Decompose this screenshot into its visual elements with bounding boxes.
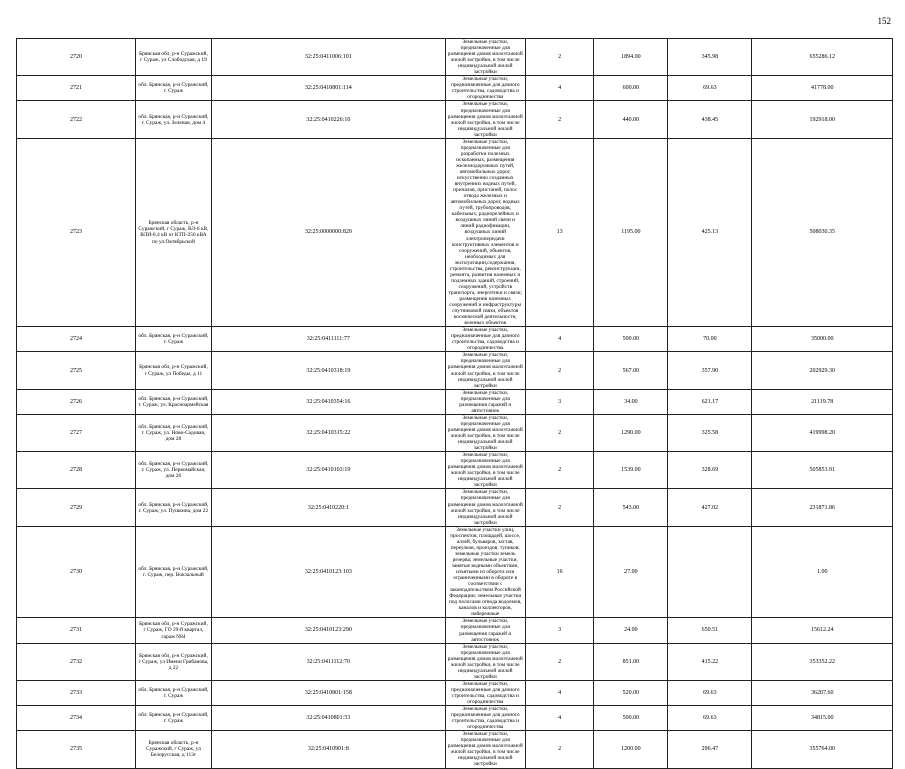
land-use-cell: Земельные участки, предназначенные для размещения домов малоэтажной жилой застройки, в том числе индивидуальной жилой застройки xyxy=(445,101,525,138)
area-cell: 1894.00 xyxy=(594,39,668,76)
land-use-cell: Земельные участки, предназначенные для размещения домов малоэтажной жилой застройки, в том числе индивидуальной жилой застройки xyxy=(445,489,525,526)
cadastral-value-cell: 508030.35 xyxy=(752,138,893,326)
address-cell: обл. Брянская, р-н Суражский, г. Сураж, ул. Пушкина, дом 22 xyxy=(135,489,211,526)
group-cell: 13 xyxy=(525,138,594,326)
area-cell: 1200.00 xyxy=(594,731,668,768)
rate-cell: 325.58 xyxy=(668,414,752,451)
land-use-cell: Земельные участки улиц, проспектов, площадей, шоссе, аллей, бульваров, застав, переулков, проездов, тупиков; земельные участки земель резерва; земельные участки, занятые водными объектами, изъятыми из оборота или ограниченными в обороте в соответствии с законодательством Российской Федерации; земельные участки под полосами отвода водоемов, каналов и коллекторов, набережные xyxy=(445,526,525,618)
cadastral-value-cell: 15612.24 xyxy=(752,618,893,643)
area-cell: 500.00 xyxy=(594,706,668,731)
table-row xyxy=(17,680,893,705)
cadastral-number-cell: 32:25:0410123:290 xyxy=(211,618,445,643)
row-number: 2735 xyxy=(17,731,136,768)
table-row xyxy=(17,39,893,76)
rate-cell: 345.98 xyxy=(668,39,752,76)
cadastral-number-cell: 32:25:0410220:1 xyxy=(211,489,445,526)
group-cell: 16 xyxy=(525,526,594,618)
table-row xyxy=(17,489,893,526)
cadastral-number-cell: 32:25:0411112:70 xyxy=(211,643,445,680)
cadastral-value-cell: 34815.00 xyxy=(752,706,893,731)
group-cell: 2 xyxy=(525,489,594,526)
row-number: 2729 xyxy=(17,489,136,526)
cadastral-value-cell: 1.00 xyxy=(752,526,893,618)
address-cell: обл. Брянская, р-н Суражский, г. Сураж, ул. Ново-Садовая, дом 28 xyxy=(135,414,211,451)
table-row xyxy=(17,101,893,138)
land-use-cell: Земельные участки, предназначенные для размещения гаражей и автостоянок xyxy=(445,389,525,414)
address-cell: обл. Брянская, р-н Суражский, г. Сураж xyxy=(135,327,211,352)
group-cell: 3 xyxy=(525,618,594,643)
area-cell: 851.00 xyxy=(594,643,668,680)
rate-cell: 427.02 xyxy=(668,489,752,526)
group-cell: 2 xyxy=(525,452,594,489)
address-cell: обл. Брянская, р-н Суражский, г. Сураж, ул. Красноармейская xyxy=(135,389,211,414)
cadastral-value-cell: 419998.20 xyxy=(752,414,893,451)
table-row xyxy=(17,352,893,389)
land-use-cell: Земельные участки, предназначенные для дачного строительства, садоводства и огородничества xyxy=(445,680,525,705)
cadastral-value-cell: 231871.86 xyxy=(752,489,893,526)
rate-cell: 438.45 xyxy=(668,101,752,138)
table-row xyxy=(17,389,893,414)
cadastral-number-cell: 32:25:0411111:77 xyxy=(211,327,445,352)
area-cell: 27.00 xyxy=(594,526,668,618)
group-cell: 4 xyxy=(525,76,594,101)
rate-cell: 425.13 xyxy=(668,138,752,326)
area-cell: 520.00 xyxy=(594,680,668,705)
rate-cell: 69.63 xyxy=(668,706,752,731)
land-use-cell: Земельные участки, предназначенные для дачного строительства, садоводства и огородничества xyxy=(445,327,525,352)
cadastral-number-cell: 32:25:0410354:16 xyxy=(211,389,445,414)
group-cell: 2 xyxy=(525,101,594,138)
row-number: 2725 xyxy=(17,352,136,389)
cadastral-value-cell: 35000.00 xyxy=(752,327,893,352)
area-cell: 567.00 xyxy=(594,352,668,389)
rate-cell: 328.69 xyxy=(668,452,752,489)
row-number: 2733 xyxy=(17,680,136,705)
address-cell: Брянская обл, р-н Суражский, г Сураж, ул Победы, д 11 xyxy=(135,352,211,389)
address-cell: обл. Брянская, р-н Суражский, г. Сураж xyxy=(135,680,211,705)
cadastral-number-cell: 32:25:0410801:114 xyxy=(211,76,445,101)
row-number: 2720 xyxy=(17,39,136,76)
group-cell: 4 xyxy=(525,680,594,705)
row-number: 2722 xyxy=(17,101,136,138)
cadastral-number-cell: 32:25:0410318:19 xyxy=(211,352,445,389)
cadastral-number-cell: 32:25:0410801:158 xyxy=(211,680,445,705)
land-use-cell: Земельные участки, предназначенные для разработки полезных ископаемых, размещения железнодорожных путей, автомобильных дорог, искусственно созданных внутренних водных путей, причалов, пристаней, полос отвода железных и автомобильных дорог, водных путей, трубопроводов, кабельных, радиорелейных и воздушных линий связи и линий радиофикации, воздушных линий электропередачи конструктивных элементов и сооружений, объектов, необходимых для эксплуатации,содержания, строительства, реконструкции, ремонта, развития наземных и подземных зданий, строений, сооружений, устройств транспорта, энергетики и связи; размещения наземных сооружений и инфраструктуры спутниковой связи, объектов космической деятельности, военных объектов xyxy=(445,138,525,326)
cadastral-value-table xyxy=(16,38,893,769)
address-cell: обл. Брянская, р-н Суражский, г. Сураж xyxy=(135,76,211,101)
area-cell: 34.00 xyxy=(594,389,668,414)
table-row xyxy=(17,706,893,731)
land-use-cell: Земельные участки, предназначенные для размещения домов малоэтажной жилой застройки, в том числе индивидуальной жилой застройки xyxy=(445,414,525,451)
rate-cell xyxy=(668,526,752,618)
address-cell: Брянская обл, р-н Суражский, г Сураж, ул Слободская, д 19 xyxy=(135,39,211,76)
row-number: 2726 xyxy=(17,389,136,414)
cadastral-number-cell: 32:25:0410315:22 xyxy=(211,414,445,451)
page-number: 152 xyxy=(877,16,891,26)
land-use-cell: Земельные участки, предназначенные для размещения домов малоэтажной жилой застройки, в том числе индивидуальной жилой застройки xyxy=(445,352,525,389)
land-use-cell: Земельные участки, предназначенные для размещения гаражей и автостоянок xyxy=(445,618,525,643)
address-cell: Брянская обл, р-н Суражский, г Сураж, ул Имени Грибанова, д 22 xyxy=(135,643,211,680)
area-cell: 440.00 xyxy=(594,101,668,138)
area-cell: 1195.00 xyxy=(594,138,668,326)
land-use-cell: Земельные участки, предназначенные для размещения домов малоэтажной жилой застройки, в том числе индивидуальной жилой застройки xyxy=(445,452,525,489)
land-use-cell: Земельные участки, предназначенные для размещения домов малоэтажной жилой застройки, в том числе индивидуальной жилой застройки xyxy=(445,39,525,76)
group-cell: 4 xyxy=(525,327,594,352)
address-cell: Брянская область, р-н Суражский, г Сураж, ВЛ-6 кВ, ВЛИ-0,4 кВ от КТП-250 кВА по ул.Октябрьской xyxy=(135,138,211,326)
group-cell: 4 xyxy=(525,706,594,731)
row-number: 2724 xyxy=(17,327,136,352)
address-cell: Брянская область, р-н Суражский, г Сураж, ул Белорусская, д 113г xyxy=(135,731,211,768)
address-cell: обл. Брянская, р-н Суражский, г. Сураж, ул. Зеленая, дом 4 xyxy=(135,101,211,138)
row-number: 2730 xyxy=(17,526,136,618)
table-row xyxy=(17,452,893,489)
cadastral-value-cell: 36207.60 xyxy=(752,680,893,705)
cadastral-value-cell: 202929.30 xyxy=(752,352,893,389)
cadastral-value-cell: 353352.22 xyxy=(752,643,893,680)
rate-cell: 621.17 xyxy=(668,389,752,414)
row-number: 2721 xyxy=(17,76,136,101)
land-use-cell: Земельные участки, предназначенные для размещения домов малоэтажной жилой застройки, в том числе индивидуальной жилой застройки xyxy=(445,643,525,680)
area-cell: 24.00 xyxy=(594,618,668,643)
rate-cell: 357.90 xyxy=(668,352,752,389)
land-use-cell: Земельные участки, предназначенные для дачного строительства, садоводства и огородничества xyxy=(445,706,525,731)
area-cell: 500.00 xyxy=(594,327,668,352)
rate-cell: 69.63 xyxy=(668,680,752,705)
cadastral-number-cell: 32:25:0410226:10 xyxy=(211,101,445,138)
row-number: 2731 xyxy=(17,618,136,643)
row-number: 2734 xyxy=(17,706,136,731)
cadastral-number-cell: 32:25:0410103:19 xyxy=(211,452,445,489)
group-cell: 2 xyxy=(525,731,594,768)
cadastral-value-cell: 192918.00 xyxy=(752,101,893,138)
area-cell: 543.00 xyxy=(594,489,668,526)
row-number: 2727 xyxy=(17,414,136,451)
table-row xyxy=(17,731,893,768)
cadastral-number-cell: 32:25:0410123:103 xyxy=(211,526,445,618)
cadastral-number-cell: 32:25:0411006:101 xyxy=(211,39,445,76)
group-cell: 2 xyxy=(525,352,594,389)
cadastral-value-cell: 655286.12 xyxy=(752,39,893,76)
land-use-cell: Земельные участки, предназначенные для дачного строительства, садоводства и огородничества xyxy=(445,76,525,101)
group-cell: 2 xyxy=(525,643,594,680)
area-cell: 600.00 xyxy=(594,76,668,101)
rate-cell: 415.22 xyxy=(668,643,752,680)
cadastral-number-cell: 32:25:0410901:8 xyxy=(211,731,445,768)
rate-cell: 296.47 xyxy=(668,731,752,768)
rate-cell: 650.51 xyxy=(668,618,752,643)
group-cell: 3 xyxy=(525,389,594,414)
cadastral-number-cell: 32:25:0410801:53 xyxy=(211,706,445,731)
table-row xyxy=(17,618,893,643)
row-number: 2732 xyxy=(17,643,136,680)
cadastral-value-cell: 505853.91 xyxy=(752,452,893,489)
address-cell: Брянская обл, р-н Суражский, г Сураж, ГО 29-й квартал, гараж N84 xyxy=(135,618,211,643)
address-cell: обл. Брянская, р-н Суражский, г. Сураж, ул. Первомайская, дом 26 xyxy=(135,452,211,489)
area-cell: 1539.00 xyxy=(594,452,668,489)
address-cell: обл. Брянская, р-н Суражский, г. Сураж xyxy=(135,706,211,731)
address-cell: обл. Брянская, р-н Суражский, г. Сураж, пер. Вокзальный xyxy=(135,526,211,618)
cadastral-value-cell: 21119.78 xyxy=(752,389,893,414)
cadastral-number-cell: 32:25:0000000:820 xyxy=(211,138,445,326)
table-row xyxy=(17,414,893,451)
area-cell: 1290.00 xyxy=(594,414,668,451)
table-row xyxy=(17,327,893,352)
rate-cell: 69.63 xyxy=(668,76,752,101)
table-row xyxy=(17,643,893,680)
table-row xyxy=(17,138,893,326)
cadastral-value-cell: 355764.00 xyxy=(752,731,893,768)
rate-cell: 70.00 xyxy=(668,327,752,352)
cadastral-value-cell: 41778.00 xyxy=(752,76,893,101)
table-row xyxy=(17,526,893,618)
land-use-cell: Земельные участки, предназначенные для размещения домов малоэтажной жилой застройки, в том числе индивидуальной жилой застройки xyxy=(445,731,525,768)
table-row xyxy=(17,76,893,101)
row-number: 2728 xyxy=(17,452,136,489)
group-cell: 2 xyxy=(525,39,594,76)
row-number: 2723 xyxy=(17,138,136,326)
group-cell: 2 xyxy=(525,414,594,451)
